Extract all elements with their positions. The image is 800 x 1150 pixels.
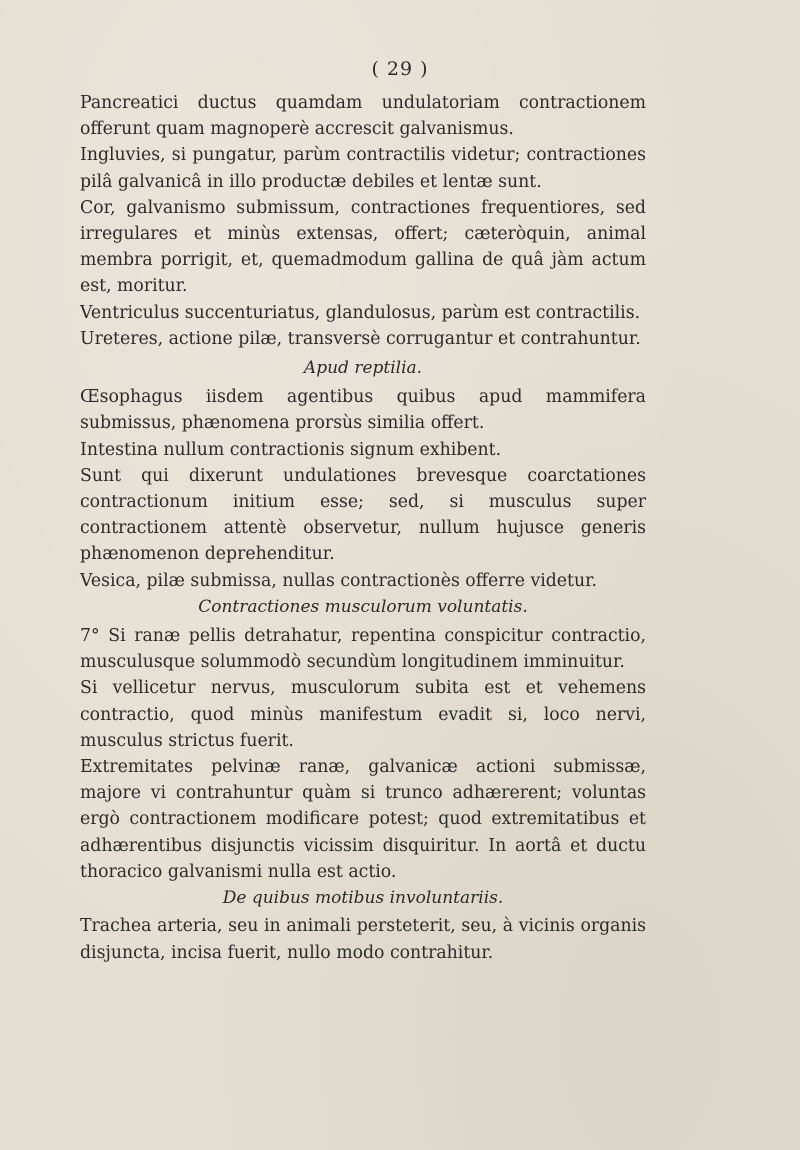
paragraph: Ureteres, actione pilæ, transversè corrugantur et contrahuntur.: [80, 328, 641, 349]
section-heading: De quibus motibus involuntariis.: [222, 888, 504, 909]
section-heading: Apud reptilia.: [303, 358, 423, 379]
text-body: [80, 90, 646, 966]
paragraph: Cor, galvanismo submissum, contractiones frequentiores, sed irregulares et minùs extensas, offert; cæteròquin, animal membra porrigit, et, quemadmodum gallina de quâ jàm actum est, moritur.: [80, 197, 646, 297]
paragraph: Sunt qui dixerunt undulationes brevesque coarctationes contractionum initium esse; sed, si musculus super contractionem attentè observetur, nullum hujusce generis phænomenon deprehenditur.: [80, 465, 646, 565]
paragraph: Intestina nullum contractionis signum exhibent.: [80, 439, 502, 460]
paragraph: Ventriculus succenturiatus, glandulosus, parùm est contractilis.: [80, 302, 641, 323]
paragraph: Ingluvies, si pungatur, parùm contractilis videtur; contractiones pilâ galvanicâ in illo productæ debiles et lentæ sunt.: [80, 145, 646, 192]
paragraph: Extremitates pelvinæ ranæ, galvanicæ actioni submissæ, majore vi contrahuntur quàm si trunco adhærerent; voluntas ergò contractionem modificare potest; quod extremitatibus et adhærentibus disjunctis vicissim disquiritur. In aortâ et ductu thoracico galvanismi nulla est actio.: [80, 757, 646, 882]
paragraph: Pancreatici ductus quamdam undulatoriam contractionem offerunt quam magnoperè accrescit galvanismus.: [80, 93, 646, 140]
page-number: ( 29 ): [371, 58, 429, 80]
paragraph: Si vellicetur nervus, musculorum subita est et vehemens contractio, quod minùs manifestum evadit si, loco nervi, musculus strictus fuerit.: [80, 678, 646, 751]
paragraph: Vesica, pilæ submissa, nullas contractionès offerre videtur.: [80, 570, 597, 591]
paragraph: Œsophagus iisdem agentibus quibus apud mammifera submissus, phænomena prorsùs similia offert.: [80, 387, 646, 434]
paragraph: Trachea arteria, seu in animali persteterit, seu, à vicinis organis disjuncta, incisa fuerit, nullo modo contrahitur.: [80, 916, 646, 963]
section-heading: Contractiones musculorum voluntatis.: [198, 596, 528, 617]
paragraph: 7° Si ranæ pellis detrahatur, repentina conspicitur contractio, musculusque solummodò secundùm longitudinem imminuitur.: [80, 626, 646, 673]
